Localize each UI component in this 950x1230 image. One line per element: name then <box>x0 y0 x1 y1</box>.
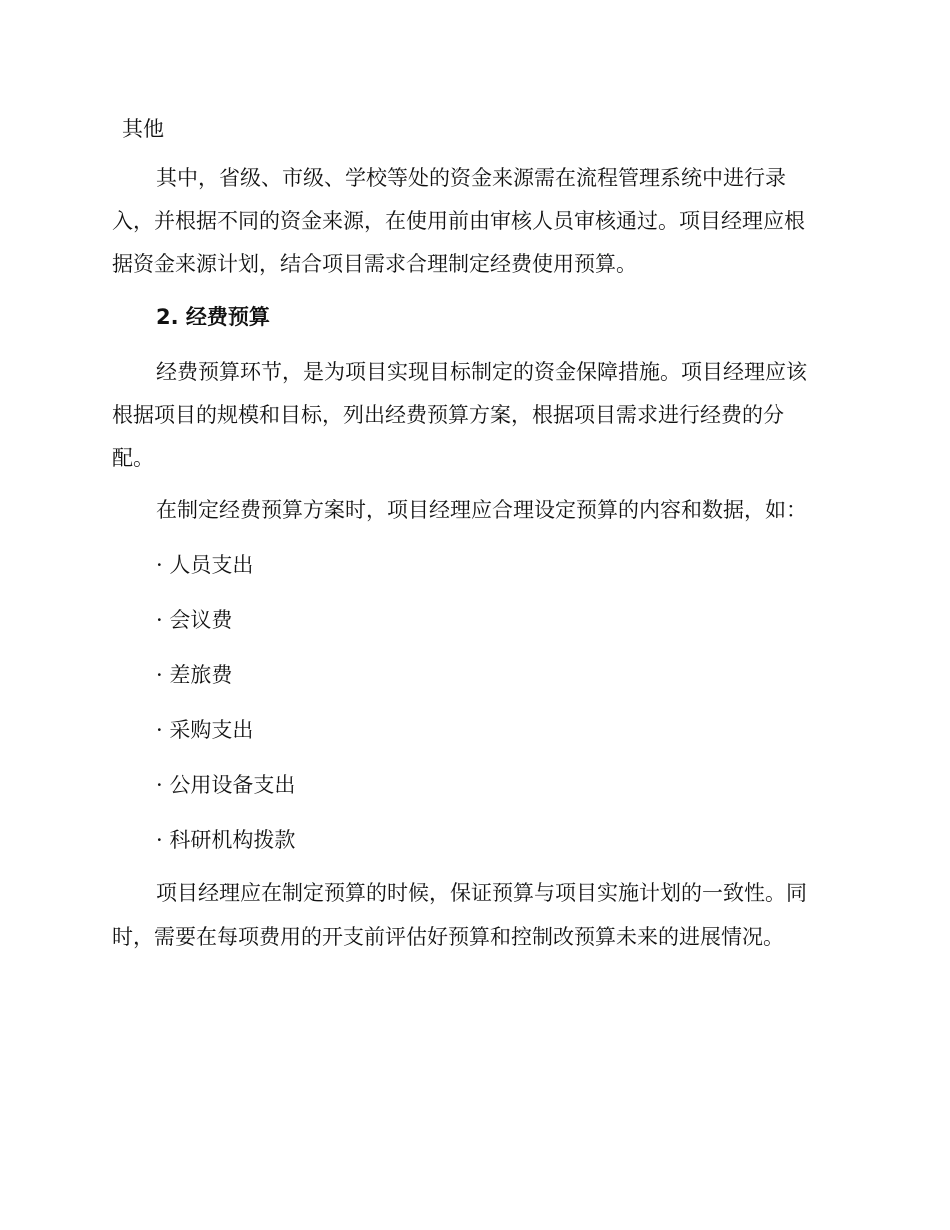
paragraph-budget-line-2: 根据项目的规模和目标，列出经费预算方案，根据项目需求进行经费的分 <box>112 403 784 427</box>
bullet-item-travel: · 差旅费 <box>156 663 233 687</box>
paragraph-funding-line-3: 据资金来源计划，结合项目需求合理制定经费使用预算。 <box>112 252 637 276</box>
section-heading-budget: 2. 经费预算 <box>156 305 270 329</box>
paragraph-funding-line-1: 其中，省级、市级、学校等处的资金来源需在流程管理系统中进行录 <box>156 166 786 190</box>
paragraph-budget-line-3: 配。 <box>112 446 154 470</box>
paragraph-funding-line-2: 入，并根据不同的资金来源，在使用前由审核人员审核通过。项目经理应根 <box>112 209 805 233</box>
paragraph-budget-line-1: 经费预算环节，是为项目实现目标制定的资金保障措施。项目经理应该 <box>156 360 807 384</box>
paragraph-budget-items-intro: 在制定经费预算方案时，项目经理应合理设定预算的内容和数据，如： <box>156 498 807 522</box>
list-item-other: 其他 <box>122 117 164 141</box>
paragraph-consistency-line-2: 时，需要在每项费用的开支前评估好预算和控制改预算未来的进展情况。 <box>112 925 784 949</box>
paragraph-consistency-line-1: 项目经理应在制定预算的时候，保证预算与项目实施计划的一致性。同 <box>156 881 807 905</box>
bullet-item-procurement: · 采购支出 <box>156 718 254 742</box>
bullet-item-meeting: · 会议费 <box>156 608 233 632</box>
bullet-item-personnel: · 人员支出 <box>156 553 254 577</box>
bullet-item-research-grant: · 科研机构拨款 <box>156 828 296 852</box>
bullet-item-equipment: · 公用设备支出 <box>156 773 296 797</box>
